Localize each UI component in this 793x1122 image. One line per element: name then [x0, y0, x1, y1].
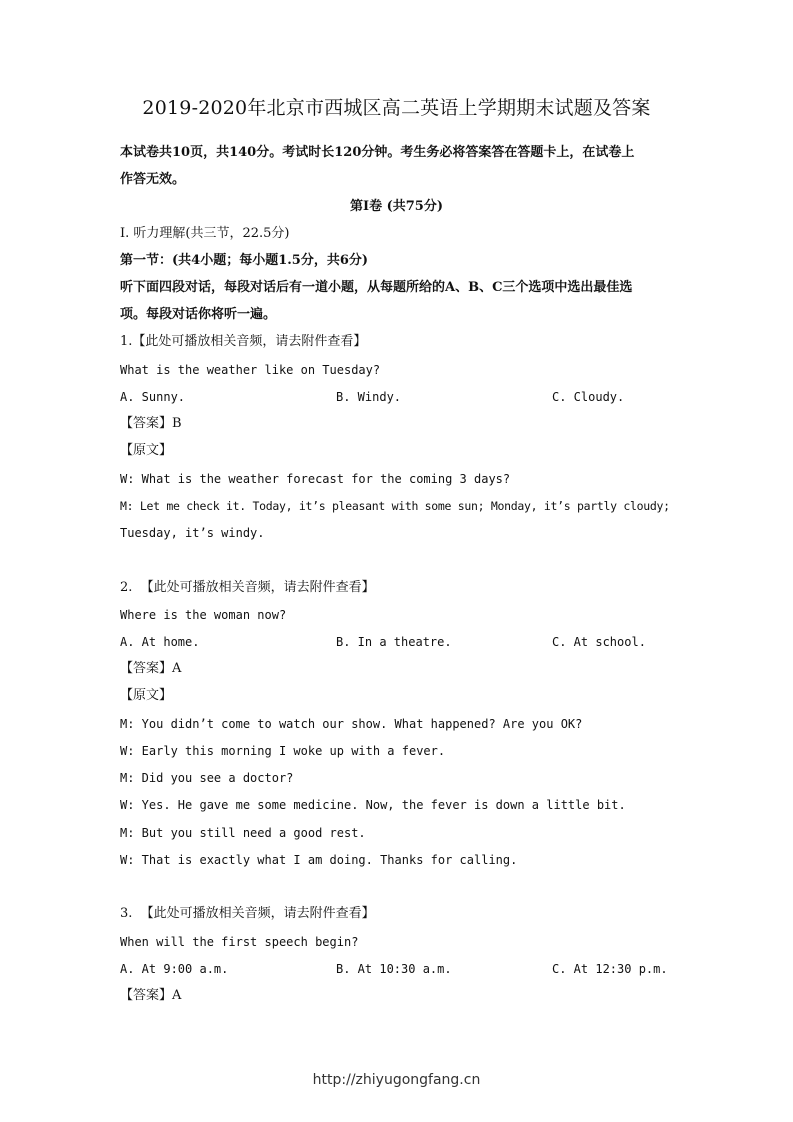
question-1-answer: 【答案】B: [120, 416, 182, 431]
question-3-option-a: A. At 9:00 a.m.: [120, 962, 229, 976]
document-title: 2019-2020年北京市西城区高二英语上学期期末试题及答案: [142, 97, 651, 119]
question-1-transcript-line: Tuesday, it’s windy.: [120, 526, 265, 540]
question-2-transcript-label: 【原文】: [120, 688, 173, 703]
question-2-option-c: C. At school.: [552, 635, 646, 649]
question-1-text: What is the weather like on Tuesday?: [120, 363, 381, 377]
intro-line-2: 作答无效。: [120, 172, 186, 187]
question-2-option-b: B. In a theatre.: [336, 635, 452, 649]
question-1-option-c: C. Cloudy.: [552, 390, 625, 404]
question-2-transcript-line: W: Yes. He gave me some medicine. Now, the fever is down a little bit.: [120, 798, 626, 812]
section-heading: I. 听力理解(共三节，22.5分): [120, 226, 290, 241]
instructions-line-2: 项。每段对话你将听一遍。: [120, 307, 277, 322]
question-2-text: Where is the woman now?: [120, 608, 287, 622]
question-number: 1.: [120, 334, 133, 349]
question-3-text: When will the first speech begin?: [120, 935, 359, 949]
question-1-option-b: B. Windy.: [336, 390, 402, 404]
audio-note: 【此处可播放相关音频，请去附件查看】: [140, 580, 375, 595]
question-1-transcript-label: 【原文】: [120, 443, 173, 458]
audio-note: 【此处可播放相关音频，请去附件查看】: [140, 906, 375, 921]
question-2-option-a: A. At home.: [120, 635, 200, 649]
question-2-transcript-line: M: But you still need a good rest.: [120, 826, 366, 840]
question-1-transcript-line: M: Let me check it. Today, it’s pleasant with some sun; Monday, it’s partly cloudy;: [120, 499, 670, 513]
question-3-header: [120, 906, 375, 922]
question-1-transcript-line: W: What is the weather forecast for the coming 3 days?: [120, 472, 511, 486]
instructions-line-1: 听下面四段对话，每段对话后有一道小题，从每题所给的A、B、C三个选项中选出最佳选: [120, 280, 633, 295]
subsection-heading: 第一节：(共4小题；每小题1.5分，共6分): [120, 253, 369, 268]
question-2-answer: 【答案】A: [120, 661, 182, 676]
question-number: 2.: [120, 580, 133, 595]
question-2-transcript-line: W: That is exactly what I am doing. Thanks for calling.: [120, 853, 518, 867]
question-1-option-a: A. Sunny.: [120, 390, 186, 404]
question-2-transcript-line: M: You didn’t come to watch our show. What happened? Are you OK?: [120, 717, 583, 731]
question-3-option-b: B. At 10:30 a.m.: [336, 962, 452, 976]
question-2-header: [120, 580, 375, 596]
question-3-option-c: C. At 12:30 p.m.: [552, 962, 668, 976]
question-3-answer: 【答案】A: [120, 988, 182, 1003]
part-heading: 第Ⅰ卷 (共75分): [350, 199, 443, 214]
question-2-transcript-line: M: Did you see a doctor?: [120, 771, 294, 785]
question-2-transcript-line: W: Early this morning I woke up with a fever.: [120, 744, 446, 758]
footer-url[interactable]: http://zhiyugongfang.cn: [312, 1072, 481, 1088]
intro-line-1: 本试卷共10页，共140分。考试时长120分钟。考生务必将答案答在答题卡上，在试卷上: [120, 145, 635, 160]
question-1-header: [120, 334, 366, 350]
audio-note: 【此处可播放相关音频，请去附件查看】: [132, 334, 367, 349]
question-number: 3.: [120, 906, 133, 921]
